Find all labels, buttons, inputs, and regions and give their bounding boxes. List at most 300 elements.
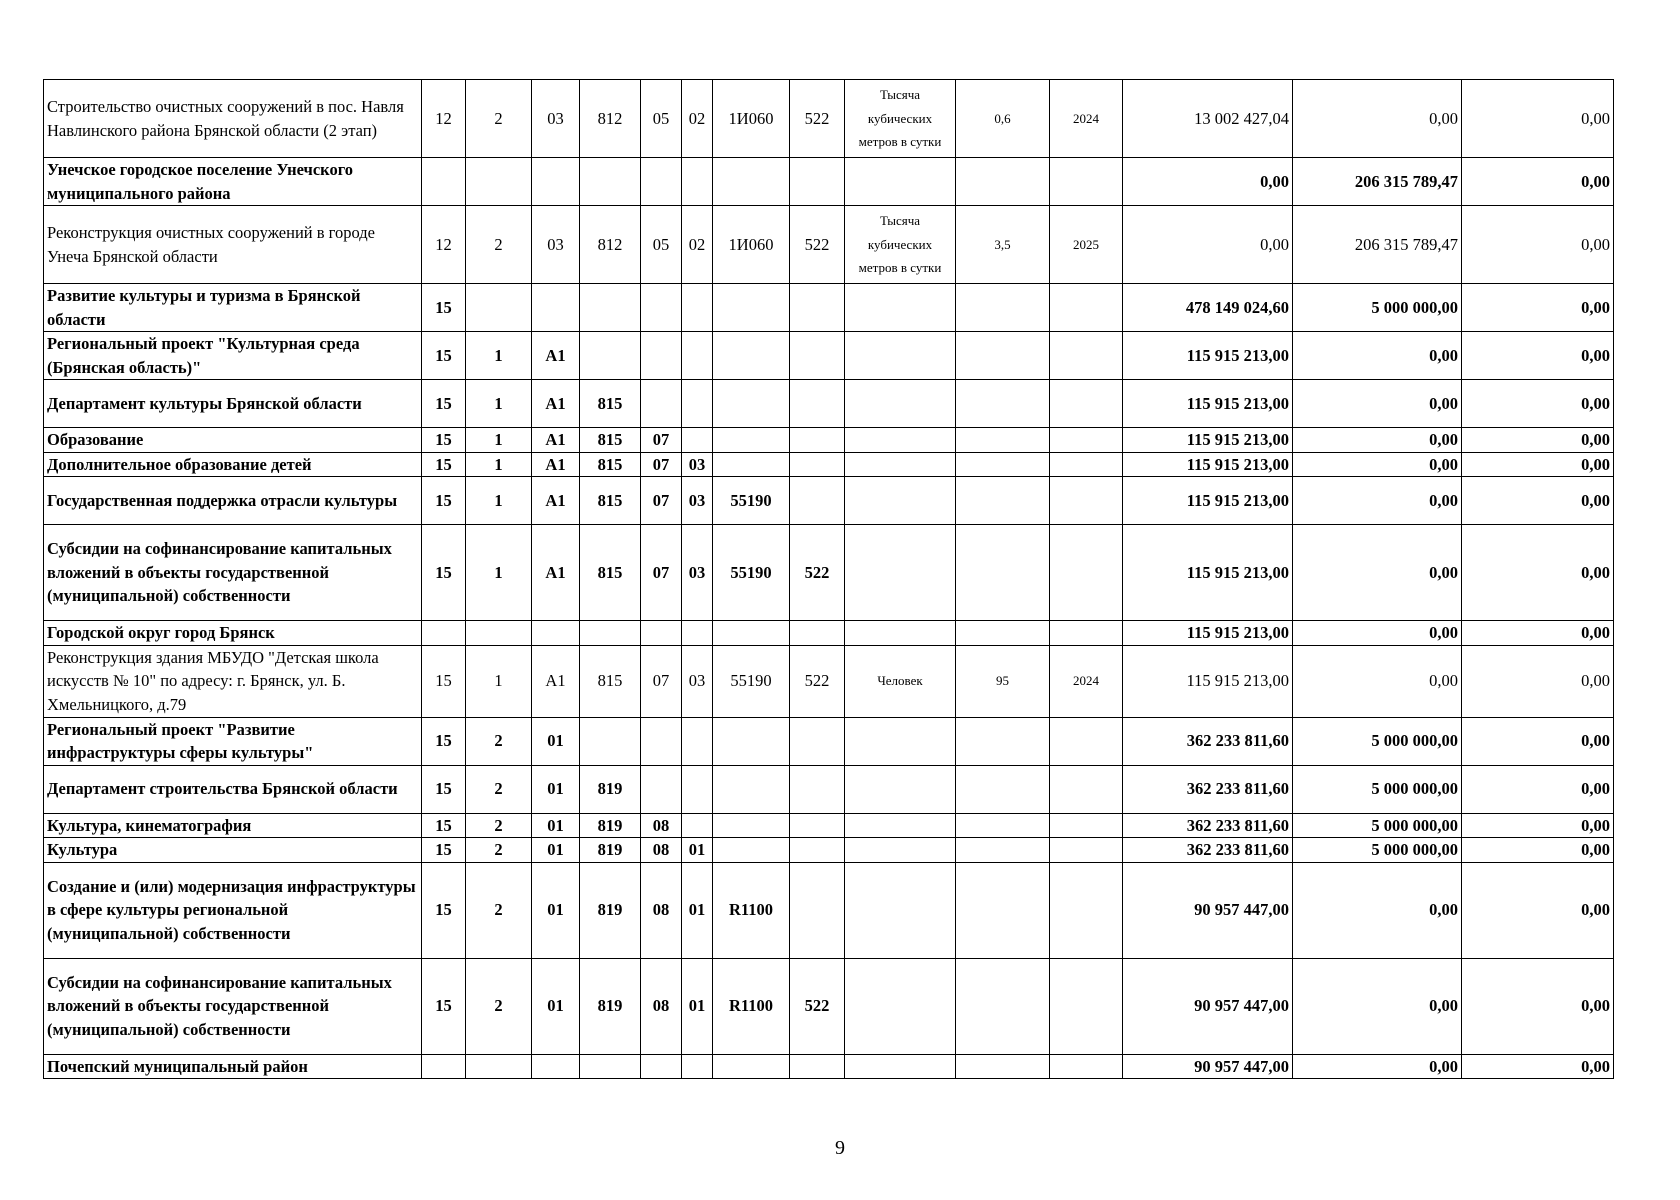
cell-section: 15 [422,813,466,838]
cell-name: Городской округ город Брянск [44,621,422,646]
cell-subprogram: 2 [466,717,532,765]
cell-gov [580,158,641,206]
cell-name: Реконструкция здания МБУДО "Детская школа искусств № 10" по адресу: г. Брянск, ул. Б. Хмельницкого, д.79 [44,645,422,717]
cell-amount-2026: 0,00 [1462,284,1614,332]
cell-unit [845,477,956,525]
cell-razdel [641,621,682,646]
cell-amount-2025: 0,00 [1293,332,1462,380]
cell-event: A1 [532,477,580,525]
cell-podrazdel [682,621,713,646]
cell-unit [845,158,956,206]
cell-vr: 522 [790,80,845,158]
cell-amount-2026: 0,00 [1462,158,1614,206]
cell-name: Создание и (или) модернизация инфраструктуры в сфере культуры региональной (муниципальной) собственности [44,862,422,958]
cell-amount-2025: 206 315 789,47 [1293,158,1462,206]
cell-name: Культура, кинематография [44,813,422,838]
cell-event: 01 [532,862,580,958]
cell-capacity [956,621,1050,646]
cell-csr: 1И060 [713,206,790,284]
cell-subprogram: 2 [466,765,532,813]
cell-amount-2026: 0,00 [1462,80,1614,158]
cell-year [1050,332,1123,380]
cell-amount-2024: 115 915 213,00 [1123,428,1293,453]
cell-amount-2026: 0,00 [1462,380,1614,428]
cell-amount-2025: 0,00 [1293,80,1462,158]
cell-year [1050,477,1123,525]
cell-amount-2025: 0,00 [1293,645,1462,717]
cell-section: 15 [422,452,466,477]
cell-year [1050,717,1123,765]
cell-vr [790,765,845,813]
cell-subprogram [466,284,532,332]
cell-unit [845,813,956,838]
cell-vr [790,862,845,958]
cell-subprogram: 2 [466,862,532,958]
cell-section: 15 [422,862,466,958]
cell-unit [845,380,956,428]
cell-amount-2026: 0,00 [1462,621,1614,646]
cell-vr [790,717,845,765]
cell-amount-2025: 5 000 000,00 [1293,717,1462,765]
cell-csr [713,284,790,332]
cell-amount-2026: 0,00 [1462,813,1614,838]
cell-podrazdel [682,428,713,453]
cell-name: Унечское городское поселение Унечского муниципального района [44,158,422,206]
cell-gov [580,332,641,380]
cell-amount-2025: 0,00 [1293,862,1462,958]
cell-razdel: 07 [641,452,682,477]
table-row [44,717,1614,765]
cell-podrazdel: 02 [682,206,713,284]
cell-amount-2024: 115 915 213,00 [1123,645,1293,717]
cell-section [422,621,466,646]
cell-name: Департамент культуры Брянской области [44,380,422,428]
cell-vr [790,284,845,332]
cell-csr: 55190 [713,525,790,621]
cell-razdel [641,765,682,813]
cell-gov: 819 [580,862,641,958]
table-row [44,380,1614,428]
table-row [44,80,1614,158]
table-row [44,332,1614,380]
cell-unit: Тысяча кубических метров в сутки [845,80,956,158]
cell-amount-2026: 0,00 [1462,862,1614,958]
cell-event [532,1054,580,1079]
cell-amount-2024: 115 915 213,00 [1123,621,1293,646]
cell-amount-2026: 0,00 [1462,477,1614,525]
cell-amount-2025: 0,00 [1293,477,1462,525]
cell-amount-2024: 362 233 811,60 [1123,813,1293,838]
cell-section: 12 [422,206,466,284]
cell-unit [845,958,956,1054]
cell-amount-2026: 0,00 [1462,428,1614,453]
cell-amount-2024: 115 915 213,00 [1123,332,1293,380]
cell-subprogram: 2 [466,80,532,158]
cell-subprogram: 1 [466,380,532,428]
cell-podrazdel: 01 [682,862,713,958]
cell-vr: 522 [790,645,845,717]
cell-amount-2024: 90 957 447,00 [1123,862,1293,958]
cell-year [1050,765,1123,813]
cell-event [532,284,580,332]
cell-subprogram: 2 [466,206,532,284]
cell-vr [790,380,845,428]
cell-event: A1 [532,452,580,477]
cell-csr [713,158,790,206]
cell-capacity [956,717,1050,765]
cell-name: Реконструкция очистных сооружений в городе Унеча Брянской области [44,206,422,284]
cell-amount-2026: 0,00 [1462,765,1614,813]
cell-name: Почепский муниципальный район [44,1054,422,1079]
cell-razdel: 08 [641,958,682,1054]
cell-csr [713,717,790,765]
cell-razdel: 07 [641,525,682,621]
cell-event: 01 [532,838,580,863]
table-row [44,862,1614,958]
cell-vr [790,838,845,863]
cell-amount-2024: 362 233 811,60 [1123,765,1293,813]
cell-capacity [956,428,1050,453]
cell-section: 15 [422,428,466,453]
cell-section [422,158,466,206]
cell-csr [713,838,790,863]
cell-name: Строительство очистных сооружений в пос. Навля Навлинского района Брянской области (2 этап) [44,80,422,158]
cell-capacity [956,477,1050,525]
cell-podrazdel: 03 [682,525,713,621]
cell-gov [580,284,641,332]
cell-subprogram: 1 [466,645,532,717]
cell-capacity: 0,6 [956,80,1050,158]
cell-section: 15 [422,380,466,428]
cell-subprogram: 1 [466,452,532,477]
cell-year [1050,428,1123,453]
cell-capacity [956,284,1050,332]
cell-event: A1 [532,332,580,380]
cell-gov [580,1054,641,1079]
cell-unit [845,1054,956,1079]
table-row [44,158,1614,206]
table-row [44,428,1614,453]
cell-year [1050,813,1123,838]
cell-vr [790,158,845,206]
budget-table [43,79,1614,1079]
table-row [44,452,1614,477]
cell-year [1050,158,1123,206]
cell-gov: 812 [580,206,641,284]
cell-razdel [641,158,682,206]
cell-gov: 815 [580,525,641,621]
cell-podrazdel [682,765,713,813]
cell-amount-2026: 0,00 [1462,645,1614,717]
cell-subprogram: 1 [466,477,532,525]
cell-podrazdel [682,158,713,206]
cell-amount-2024: 362 233 811,60 [1123,717,1293,765]
cell-amount-2025: 5 000 000,00 [1293,284,1462,332]
table-row [44,1054,1614,1079]
table-row [44,284,1614,332]
cell-amount-2024: 90 957 447,00 [1123,958,1293,1054]
cell-capacity: 95 [956,645,1050,717]
cell-event: A1 [532,645,580,717]
cell-podrazdel [682,717,713,765]
cell-amount-2025: 0,00 [1293,525,1462,621]
cell-name: Государственная поддержка отрасли культуры [44,477,422,525]
cell-year [1050,862,1123,958]
cell-amount-2024: 115 915 213,00 [1123,452,1293,477]
cell-name: Субсидии на софинансирование капитальных вложений в объекты государственной (муниципальной) собственности [44,958,422,1054]
cell-capacity [956,838,1050,863]
cell-unit [845,428,956,453]
cell-vr: 522 [790,206,845,284]
cell-year: 2024 [1050,645,1123,717]
cell-name: Департамент строительства Брянской области [44,765,422,813]
cell-year [1050,621,1123,646]
cell-capacity [956,380,1050,428]
cell-amount-2025: 0,00 [1293,428,1462,453]
page-number: 9 [835,1137,845,1159]
cell-subprogram: 2 [466,813,532,838]
table-row [44,621,1614,646]
cell-vr: 522 [790,958,845,1054]
cell-event [532,158,580,206]
cell-section: 15 [422,958,466,1054]
cell-subprogram: 2 [466,838,532,863]
cell-gov: 815 [580,477,641,525]
cell-podrazdel [682,332,713,380]
table-row [44,838,1614,863]
cell-section: 15 [422,838,466,863]
cell-amount-2026: 0,00 [1462,452,1614,477]
cell-event: 01 [532,765,580,813]
cell-podrazdel [682,1054,713,1079]
cell-csr: 55190 [713,645,790,717]
cell-podrazdel: 01 [682,958,713,1054]
cell-capacity [956,525,1050,621]
cell-section: 15 [422,645,466,717]
cell-section: 15 [422,284,466,332]
cell-csr [713,1054,790,1079]
cell-amount-2026: 0,00 [1462,525,1614,621]
cell-razdel: 07 [641,645,682,717]
cell-razdel: 07 [641,477,682,525]
cell-name: Развитие культуры и туризма в Брянской области [44,284,422,332]
cell-year [1050,1054,1123,1079]
cell-csr [713,452,790,477]
cell-podrazdel [682,284,713,332]
table-row [44,958,1614,1054]
cell-razdel: 08 [641,838,682,863]
cell-csr [713,621,790,646]
cell-csr: R1100 [713,958,790,1054]
cell-name: Дополнительное образование детей [44,452,422,477]
cell-capacity [956,332,1050,380]
cell-section [422,1054,466,1079]
cell-year [1050,958,1123,1054]
cell-unit [845,862,956,958]
cell-amount-2024: 90 957 447,00 [1123,1054,1293,1079]
cell-csr [713,813,790,838]
cell-amount-2024: 0,00 [1123,158,1293,206]
cell-gov: 819 [580,765,641,813]
cell-razdel: 05 [641,206,682,284]
cell-gov: 815 [580,428,641,453]
cell-amount-2024: 0,00 [1123,206,1293,284]
cell-vr [790,428,845,453]
cell-razdel: 08 [641,813,682,838]
cell-amount-2025: 5 000 000,00 [1293,813,1462,838]
cell-unit: Человек [845,645,956,717]
cell-amount-2026: 0,00 [1462,1054,1614,1079]
cell-section: 15 [422,765,466,813]
cell-year: 2025 [1050,206,1123,284]
cell-subprogram: 1 [466,332,532,380]
cell-subprogram: 1 [466,525,532,621]
cell-unit [845,717,956,765]
cell-name: Культура [44,838,422,863]
cell-gov: 819 [580,958,641,1054]
cell-amount-2025: 0,00 [1293,380,1462,428]
cell-event: 01 [532,813,580,838]
cell-subprogram: 2 [466,958,532,1054]
cell-capacity [956,765,1050,813]
cell-podrazdel: 03 [682,645,713,717]
cell-event: A1 [532,428,580,453]
cell-podrazdel [682,813,713,838]
cell-amount-2024: 478 149 024,60 [1123,284,1293,332]
cell-podrazdel: 03 [682,477,713,525]
cell-capacity [956,862,1050,958]
cell-razdel [641,332,682,380]
cell-gov: 815 [580,645,641,717]
cell-amount-2025: 0,00 [1293,452,1462,477]
cell-unit [845,765,956,813]
table-row [44,813,1614,838]
cell-unit [845,332,956,380]
cell-amount-2026: 0,00 [1462,206,1614,284]
cell-vr [790,621,845,646]
cell-gov: 819 [580,813,641,838]
cell-event: 03 [532,80,580,158]
cell-section: 15 [422,332,466,380]
cell-event: 01 [532,717,580,765]
cell-amount-2024: 13 002 427,04 [1123,80,1293,158]
cell-unit [845,284,956,332]
cell-name: Региональный проект "Развитие инфраструктуры сферы культуры" [44,717,422,765]
cell-csr [713,765,790,813]
cell-amount-2025: 206 315 789,47 [1293,206,1462,284]
cell-name: Субсидии на софинансирование капитальных вложений в объекты государственной (муниципальной) собственности [44,525,422,621]
cell-gov: 819 [580,838,641,863]
cell-amount-2025: 5 000 000,00 [1293,838,1462,863]
cell-section: 15 [422,717,466,765]
cell-amount-2026: 0,00 [1462,958,1614,1054]
cell-event: A1 [532,380,580,428]
table-row [44,765,1614,813]
cell-csr: 1И060 [713,80,790,158]
cell-subprogram [466,1054,532,1079]
cell-csr [713,428,790,453]
cell-gov: 815 [580,380,641,428]
table-row [44,206,1614,284]
cell-unit: Тысяча кубических метров в сутки [845,206,956,284]
cell-amount-2024: 115 915 213,00 [1123,380,1293,428]
cell-capacity [956,1054,1050,1079]
cell-vr [790,1054,845,1079]
cell-unit [845,621,956,646]
cell-gov [580,717,641,765]
cell-csr [713,380,790,428]
cell-csr [713,332,790,380]
cell-capacity [956,158,1050,206]
cell-unit [845,525,956,621]
cell-podrazdel: 02 [682,80,713,158]
cell-vr [790,452,845,477]
cell-razdel [641,380,682,428]
cell-name: Образование [44,428,422,453]
cell-amount-2025: 0,00 [1293,1054,1462,1079]
cell-razdel [641,1054,682,1079]
cell-amount-2025: 0,00 [1293,958,1462,1054]
cell-subprogram [466,158,532,206]
cell-year [1050,284,1123,332]
cell-event [532,621,580,646]
cell-name: Региональный проект "Культурная среда (Брянская область)" [44,332,422,380]
cell-podrazdel: 01 [682,838,713,863]
cell-subprogram [466,621,532,646]
cell-capacity [956,452,1050,477]
cell-vr: 522 [790,525,845,621]
cell-vr [790,477,845,525]
cell-amount-2026: 0,00 [1462,717,1614,765]
cell-unit [845,452,956,477]
cell-vr [790,332,845,380]
cell-gov [580,621,641,646]
cell-amount-2026: 0,00 [1462,332,1614,380]
cell-razdel: 05 [641,80,682,158]
cell-subprogram: 1 [466,428,532,453]
cell-section: 15 [422,477,466,525]
cell-capacity [956,958,1050,1054]
cell-razdel: 08 [641,862,682,958]
table-row [44,525,1614,621]
cell-gov: 812 [580,80,641,158]
cell-gov: 815 [580,452,641,477]
table-body [44,80,1614,1079]
cell-section: 15 [422,525,466,621]
cell-capacity [956,813,1050,838]
cell-vr [790,813,845,838]
cell-podrazdel: 03 [682,452,713,477]
cell-amount-2024: 115 915 213,00 [1123,525,1293,621]
cell-section: 12 [422,80,466,158]
cell-year [1050,380,1123,428]
cell-event: A1 [532,525,580,621]
cell-razdel [641,284,682,332]
cell-amount-2025: 5 000 000,00 [1293,765,1462,813]
cell-amount-2025: 0,00 [1293,621,1462,646]
cell-razdel [641,717,682,765]
cell-amount-2024: 115 915 213,00 [1123,477,1293,525]
cell-unit [845,838,956,863]
cell-year: 2024 [1050,80,1123,158]
cell-podrazdel [682,380,713,428]
cell-event: 01 [532,958,580,1054]
cell-amount-2024: 362 233 811,60 [1123,838,1293,863]
cell-event: 03 [532,206,580,284]
cell-year [1050,452,1123,477]
cell-capacity: 3,5 [956,206,1050,284]
cell-year [1050,838,1123,863]
